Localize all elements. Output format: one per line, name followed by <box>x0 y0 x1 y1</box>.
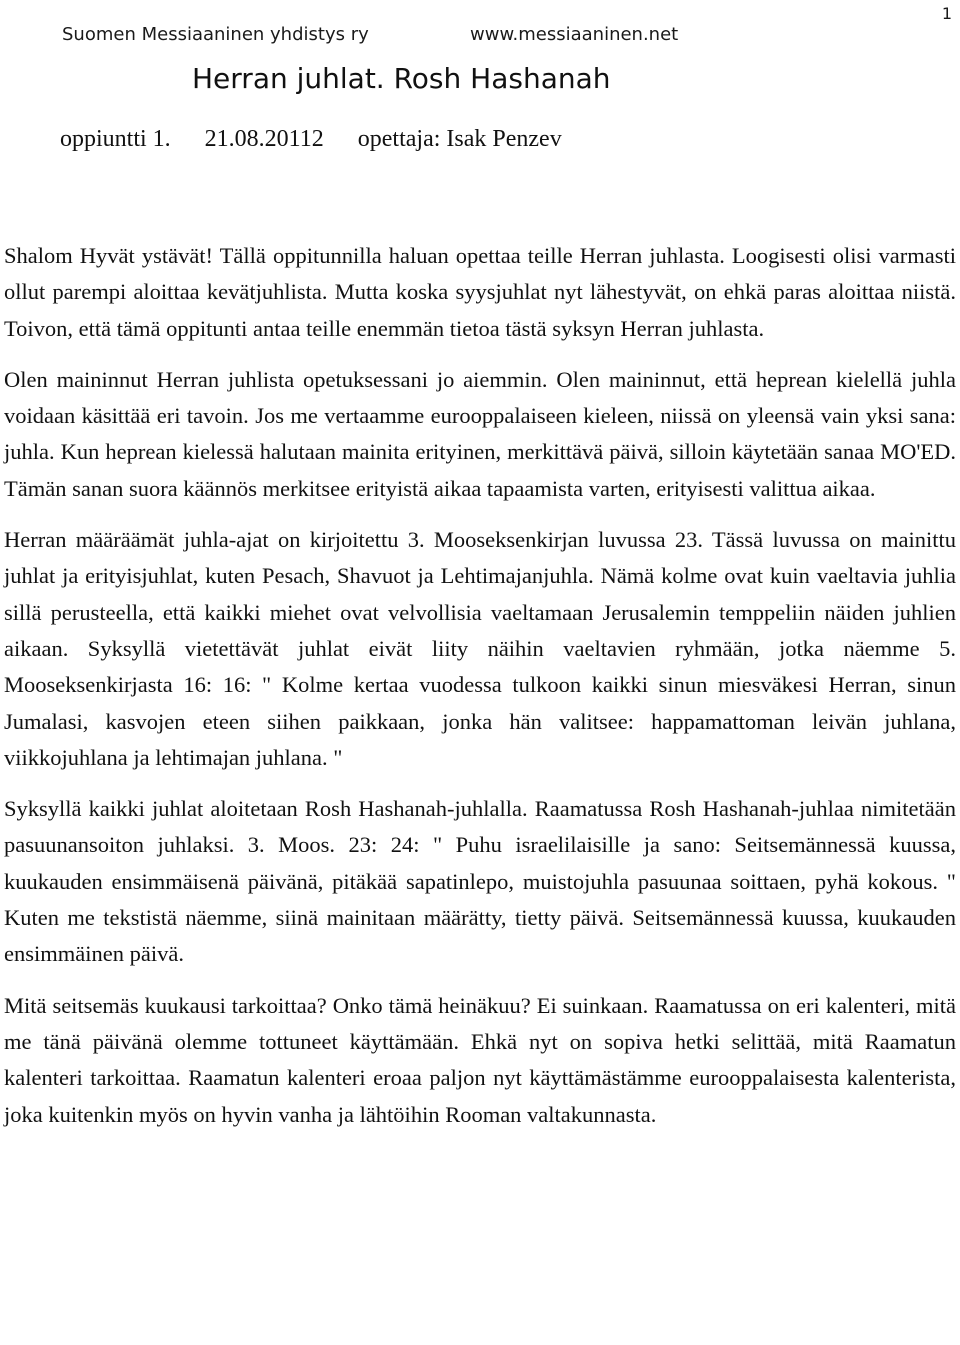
organization-name: Suomen Messiaaninen yhdistys ry <box>62 24 369 45</box>
lesson-info <box>60 126 590 153</box>
lesson-date: 21.08.20112 <box>204 126 324 152</box>
document-body <box>4 238 956 1148</box>
lesson-teacher: opettaja: Isak Penzev <box>357 126 562 152</box>
paragraph: Herran määräämät juhla-ajat on kirjoitettu 3. Mooseksenkirjan luvussa 23. Tässä luvussa on mainittu juhlat ja erityisjuhlat, kuten Pesach, Shavuot ja Lehtimajanjuhla. Nämä kolme ovat kuin vaeltavia juhlia sillä perusteella, että kaikki miehet ovat velvollisia vaeltamaan Jerusalemin temppeliin näiden juhlien aikaan. Syksyllä vietettävät juhlat eivät liity näihin vaeltavien ryhmään, jotka näemme 5. Mooseksenkirjasta 16: 16: " Kolme kertaa vuodessa tulkoon kaikki sinun miesväkesi Herran, sinun Jumalasi, kasvojen eteen siihen paikkaan, jonka hän valitsee: happamattoman leivän juhlana, viikkojuhlana ja lehtimajan juhlana. " <box>4 527 956 770</box>
paragraph: Mitä seitsemäs kuukausi tarkoittaa? Onko tämä heinäkuu? Ei suinkaan. Raamatussa on eri kalenteri, mitä me tänä päivänä olemme tottuneet käyttämään. Ehkä nyt on sopiva hetki selittää, mitä Raamatun kalenteri tarkoittaa. Raamatun kalenteri eroaa paljon nyt käyttämästämme eurooppalaisesta kalenterista, joka kuitenkin myös on hyvin vanha ja lähtöihin Rooman valtakunnasta. <box>4 992 956 1127</box>
paragraph: Olen maininnut Herran juhlista opetuksessani jo aiemmin. Olen maininnut, että heprean kielellä juhla voidaan käsittää eri tavoin. Jos me vertaamme eurooppalaiseen kieleen, niissä on yleensä vain yksi sana: juhla. Kun heprean kielessä halutaan mainita erityinen, merkittävä päivä, silloin käytetään sanaa MO'ED. Tämän sanan suora käännös merkitsee erityistä aikaa tapaamista varten, erityisesti valittua aikaa. <box>4 366 956 501</box>
page-number: 1 <box>941 4 952 23</box>
page-header <box>62 4 952 50</box>
lesson-label: oppiuntti 1. <box>60 126 171 152</box>
paragraph: Syksyllä kaikki juhlat aloitetaan Rosh Hashanah-juhlalla. Raamatussa Rosh Hashanah-juhlaa nimitetään pasuunansoiton juhlaksi. 3. Moos. 23: 24: " Puhu israelilaisille ja sano: Seitsemännessä kuussa, kuukauden ensimmäisenä päivänä, pitäkää sapatinlepo, muistojuhla pasuunaa soittaen, pyhä kokous. " Kuten me tekstistä näemme, siinä mainitaan määrätty, tietty päivä. Seitsemännessä kuussa, kuukauden ensimmäinen päivä. <box>4 796 956 967</box>
website-url: www.messiaaninen.net <box>470 24 679 45</box>
document-title: Herran juhlat. Rosh Hashanah <box>192 62 611 95</box>
paragraph: Shalom Hyvät ystävät! Tällä oppitunnilla haluan opettaa teille Herran juhlasta. Loogisesti olisi varmasti ollut parempi aloittaa kevätjuhlista. Mutta koska syysjuhlat nyt lähestyvät, on ehkä paras aloittaa niistä. Toivon, että tämä oppitunti antaa teille enemmän tietoa tästä syksyn Herran juhlasta. <box>4 243 956 341</box>
